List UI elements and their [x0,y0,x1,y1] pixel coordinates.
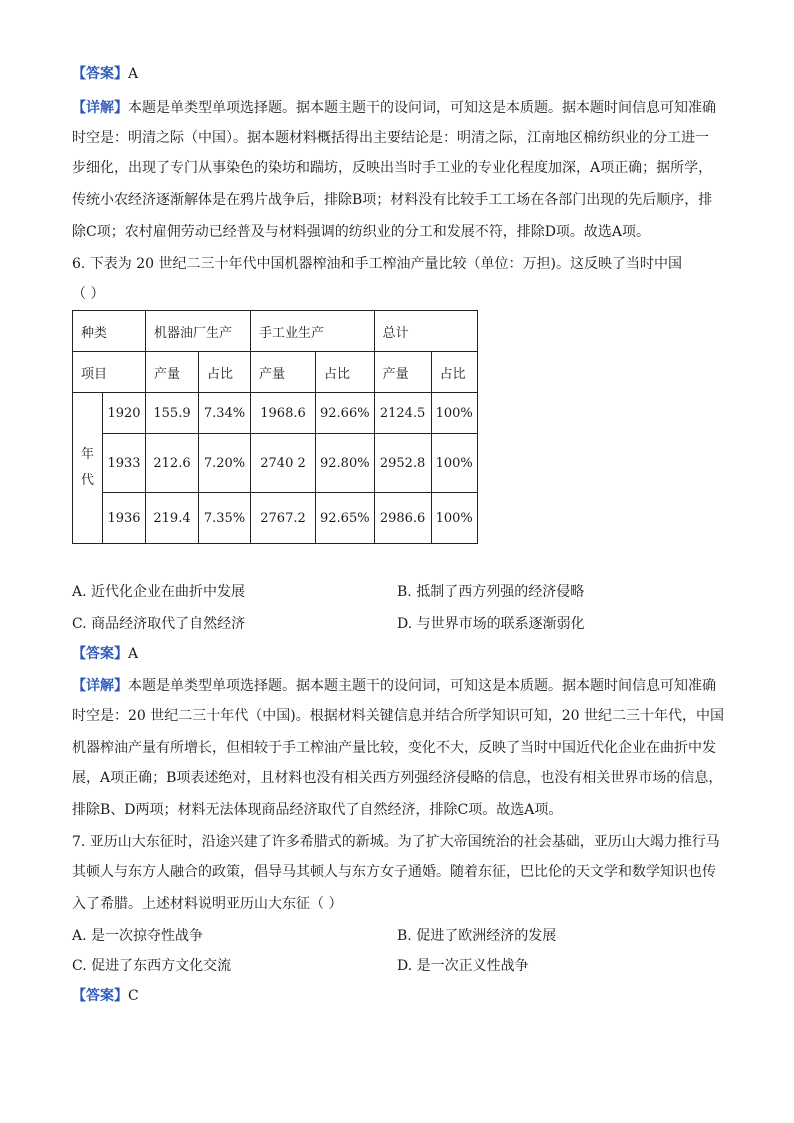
detail-text: 步细化，出现了专门从事染色的染坊和踹坊，反映出当时手工业的专业化程度加深，A项正确；据所学， [72,160,713,176]
detail-text: 本题是单类型单项选择题。据本题主题干的设问词，可知这是本质题。据本题时间信息可知准确 [128,100,716,116]
cell-total-output: 2986.6 [374,493,431,544]
cell-machine-output: 155.9 [146,393,199,434]
header-machine: 机器油厂生产 [146,311,251,352]
cell-machine-ratio: 7.20% [199,434,251,493]
answer-tag: 【答案】 [72,66,128,82]
q7-option-a[interactable]: A. 是一次掠夺性战争 [72,928,204,944]
year-label-char: 年 [80,447,94,462]
table-row [73,393,478,434]
q6-answer-paren: （ ） [72,286,105,302]
answer-tag: 【答案】 [72,988,128,1004]
sub-ratio: 占比 [431,352,477,393]
cell-hand-output: 2740 2 [251,434,316,493]
answer-value: C [128,988,139,1004]
q5-answer-line [72,64,138,84]
q6-stem: 6. 下表为 20 世纪二三十年代中国机器榨油和手工榨油产量比较（单位：万担)。这反映了当时中国 [72,256,682,272]
detail-text: 机器榨油产量有所增长，但相较于手工榨油产量比较，变化不大，反映了当时中国近代化企业在曲折中发 [72,740,716,756]
q6-option-c[interactable]: C. 商品经济取代了自然经济 [72,616,246,632]
cell-total-output: 2124.5 [374,393,431,434]
detail-text: 除C项；农村雇佣劳动已经普及与材料强调的纺织业的分工和发展不符，排除D项。故选A项。 [72,224,651,240]
cell-hand-output: 1968.6 [251,393,316,434]
detail-text: 本题是单类型单项选择题。据本题主题干的设问词，可知这是本质题。据本题时间信息可知准确 [128,678,716,694]
cell-machine-output: 219.4 [146,493,199,544]
cell-hand-ratio: 92.66% [316,393,375,434]
q7-option-d[interactable]: D. 是一次正义性战争 [397,958,529,974]
detail-text: 时空是：明清之际（中国）。据本题材料概括得出主要结论是：明清之际，江南地区棉纺织业的分工进一 [72,130,709,146]
cell-machine-ratio: 7.34% [199,393,251,434]
table-row [73,434,478,493]
cell-hand-output: 2767.2 [251,493,316,544]
sub-output: 产量 [251,352,316,393]
header-hand: 手工业生产 [251,311,375,352]
q7-answer-line [72,986,139,1006]
q7-option-c[interactable]: C. 促进了东西方文化交流 [72,958,232,974]
q7-option-b[interactable]: B. 促进了欧洲经济的发展 [397,928,557,944]
output-comparison-table [72,310,478,544]
answer-value: A [128,66,139,82]
cell-total-ratio: 100% [431,493,477,544]
table-row [73,493,478,544]
cell-hand-ratio: 92.80% [316,434,375,493]
detail-text: 时空是：20 世纪二三十年代（中国)。根据材料关键信息并结合所学知识可知，20 世纪二三十年代，中国 [72,708,724,724]
cell-year: 1936 [103,493,146,544]
cell-total-ratio: 100% [431,393,477,434]
q6-option-b[interactable]: B. 抵制了西方列强的经济侵略 [397,584,585,600]
q5-detail-line [72,98,716,118]
cell-machine-output: 212.6 [146,434,199,493]
answer-tag: 【答案】 [72,646,128,662]
cell-total-output: 2952.8 [374,434,431,493]
cell-year: 1933 [103,434,146,493]
detail-tag: 【详解】 [72,100,128,116]
detail-text: 展，A项正确；B项表述绝对，且材料也没有相关西方列强经济侵略的信息，也没有相关世界市场的信息， [72,770,723,786]
answer-value: A [128,646,139,662]
q7-stem-line: 其顿人与东方人融合的政策，倡导马其顿人与东方女子通婚。随着东征，巴比伦的天文学和数学知识也传 [72,864,716,880]
year-label-cell [73,393,103,544]
year-label-char: 代 [80,473,94,488]
sub-ratio: 占比 [316,352,375,393]
sub-output: 产量 [146,352,199,393]
table-header-row [73,311,478,352]
header-item: 项目 [73,352,146,393]
cell-hand-ratio: 92.65% [316,493,375,544]
sub-ratio: 占比 [199,352,251,393]
detail-text: 排除B、D两项；材料无法体现商品经济取代了自然经济，排除C项。故选A项。 [72,802,563,818]
sub-output: 产量 [374,352,431,393]
header-total: 总计 [374,311,477,352]
q6-option-a[interactable]: A. 近代化企业在曲折中发展 [72,584,246,600]
q6-detail-line [72,676,716,696]
detail-tag: 【详解】 [72,678,128,694]
cell-total-ratio: 100% [431,434,477,493]
q7-stem-line: 入了希腊。上述材料说明亚历山大东征（ ） [72,896,343,912]
q6-answer-line [72,644,138,664]
header-category: 种类 [73,311,146,352]
detail-text: 传统小农经济逐渐解体是在鸦片战争后，排除B项；材料没有比较手工工场在各部门出现的先后顺序，排 [72,192,713,208]
q6-option-d[interactable]: D. 与世界市场的联系逐渐弱化 [397,616,585,632]
cell-machine-ratio: 7.35% [199,493,251,544]
table-subheader-row [73,352,478,393]
cell-year: 1920 [103,393,146,434]
q7-stem-line: 7. 亚历山大东征时，沿途兴建了许多希腊式的新城。为了扩大帝国统治的社会基础，亚历山大竭力推行马 [72,834,720,850]
